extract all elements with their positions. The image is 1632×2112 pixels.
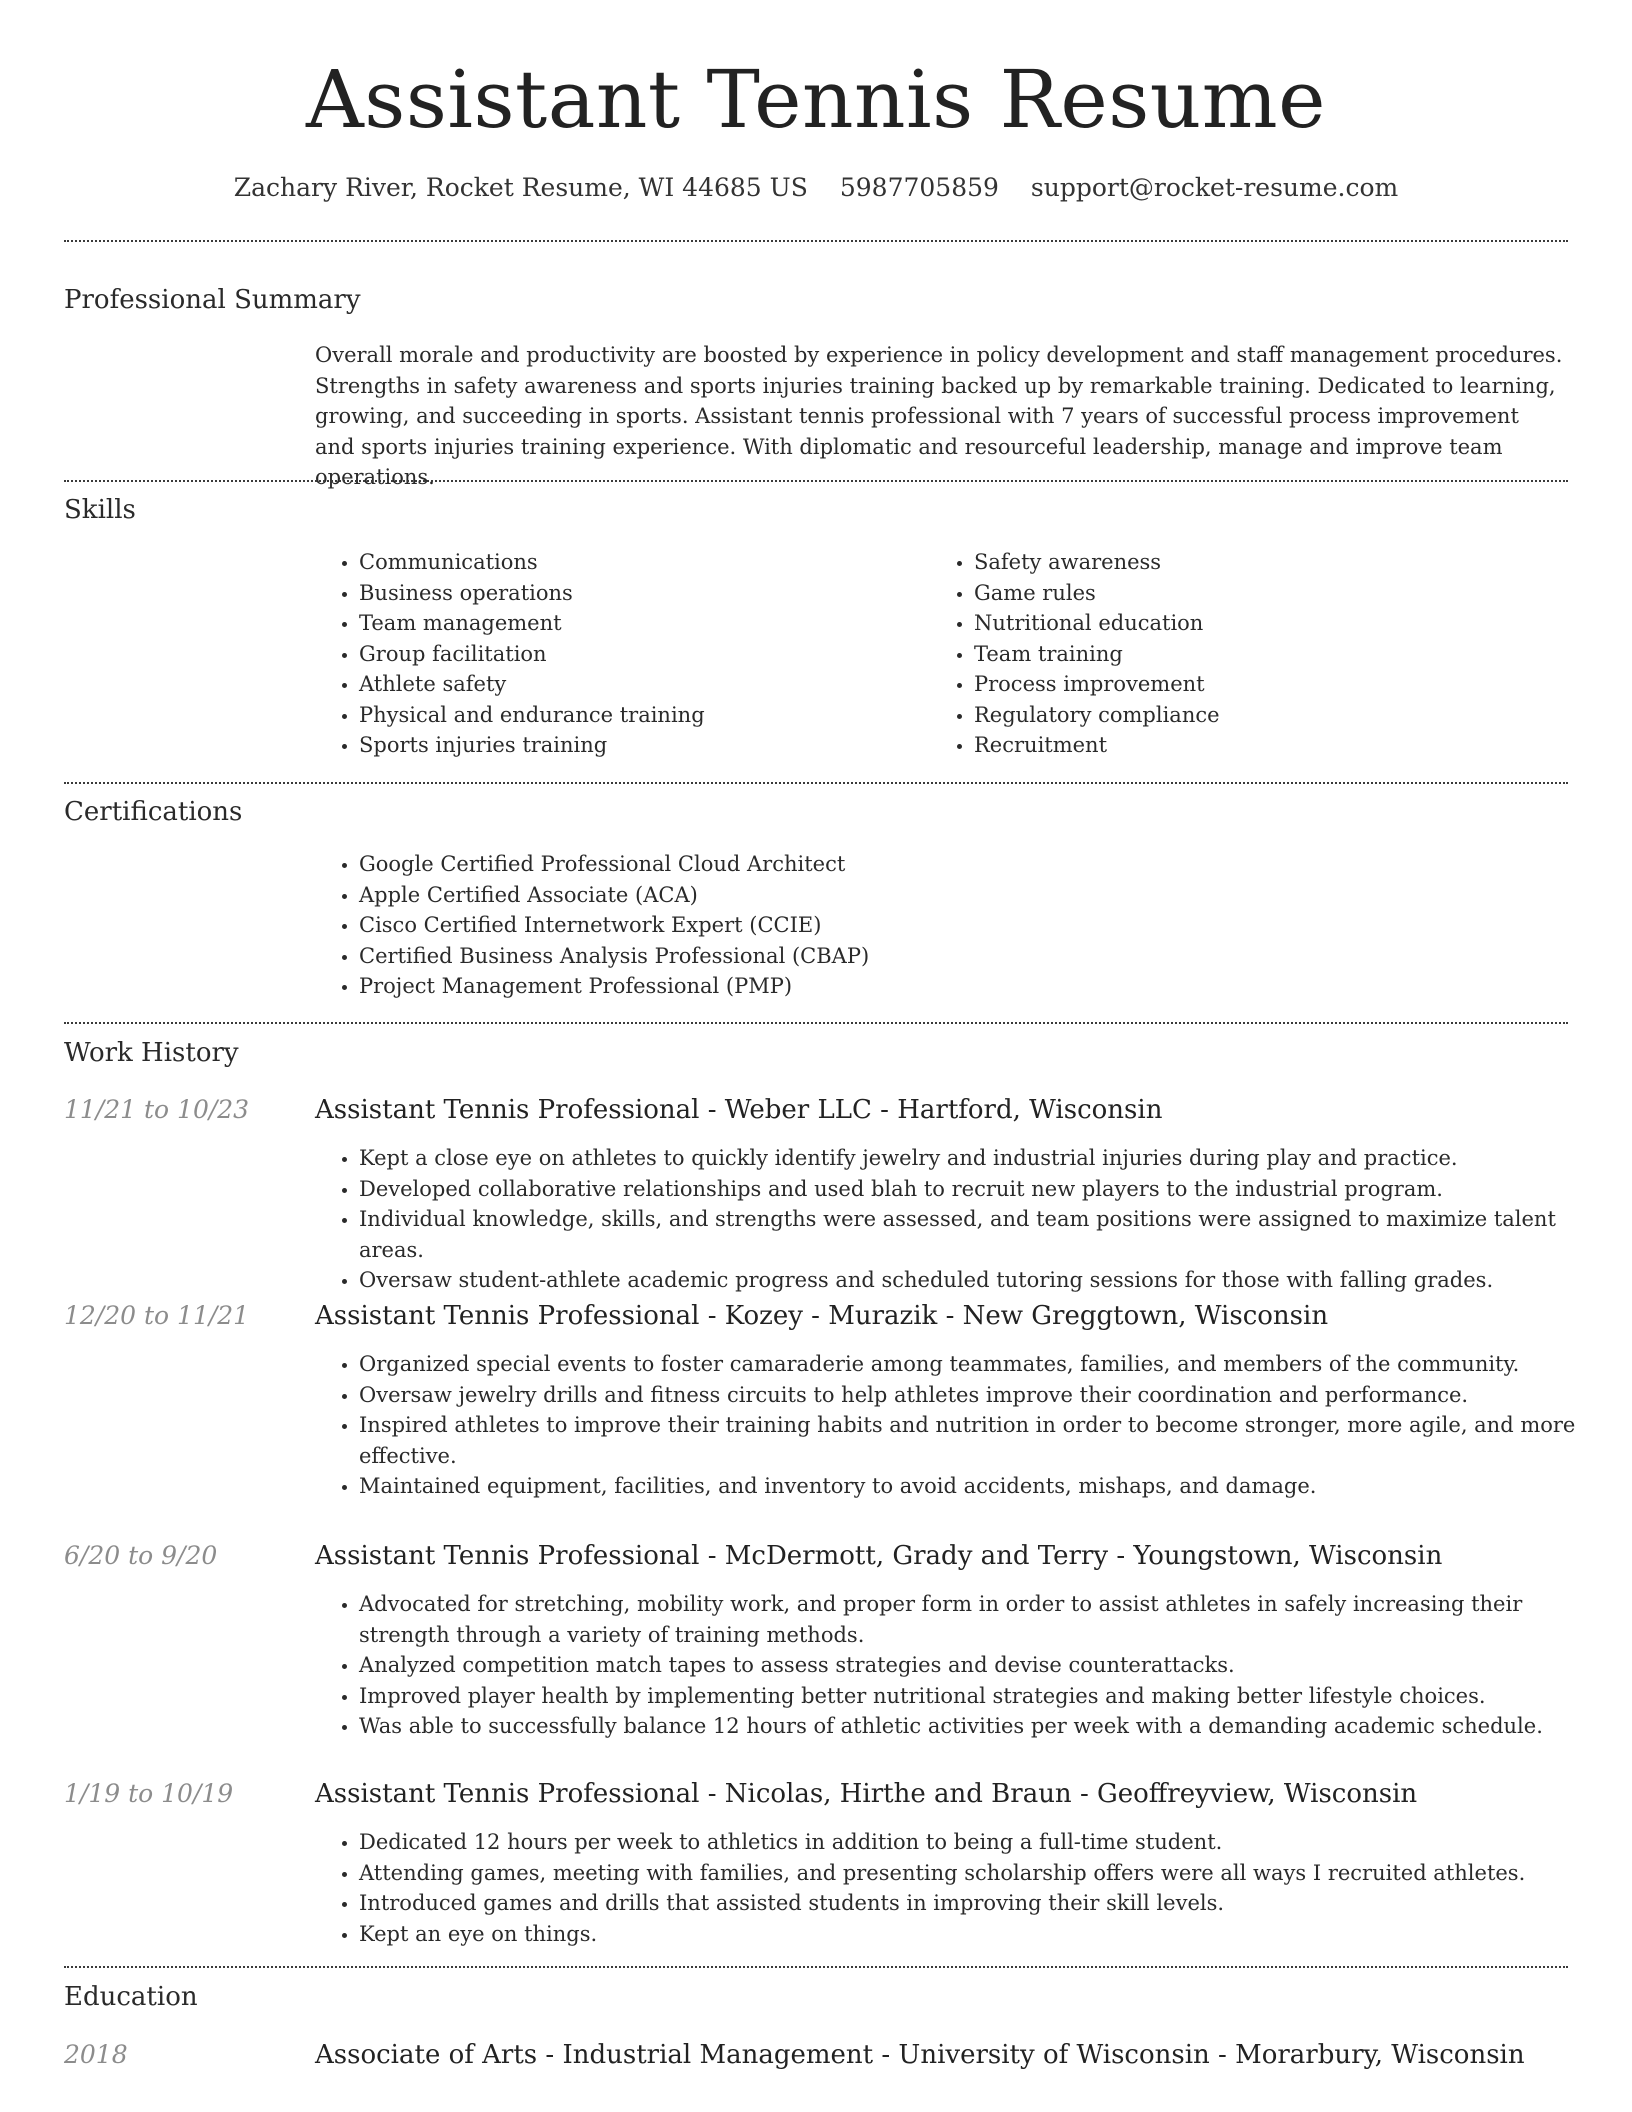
job-bullet: • Attending games, meeting with families, and presenting scholarship offers were all ways I recruited athletes.	[359, 1858, 1609, 1889]
job-title: Assistant Tennis Professional - Nicolas, Hirthe and Braun - Geoffreyview, Wisconsin	[315, 1779, 1418, 1809]
job-bullet: • Introduced games and drills that assisted students in improving their skill levels.	[359, 1888, 1609, 1919]
skill-item: • Safety awareness	[974, 547, 1574, 578]
job-bullet: • Kept an eye on things.	[359, 1919, 1609, 1950]
education-year: 2018	[64, 2040, 128, 2069]
skills-list-left	[315, 547, 919, 761]
certifications-list	[315, 849, 1609, 1002]
skill-item: • Game rules	[974, 578, 1574, 609]
section-title-summary: Professional Summary	[64, 285, 361, 315]
section-title-education: Education	[64, 1982, 198, 2012]
job-bullet: • Maintained equipment, facilities, and inventory to avoid accidents, mishaps, and damage.	[359, 1471, 1609, 1502]
job-bullet: • Advocated for stretching, mobility work, and proper form in order to assist athletes in safely increasing their strength through a variety of training methods.	[359, 1589, 1609, 1650]
skill-item: • Sports injuries training	[359, 730, 919, 761]
job-bullet: • Developed collaborative relationships and used blah to recruit new players to the industrial program.	[359, 1174, 1609, 1205]
section-divider	[64, 782, 1568, 784]
skill-item: • Nutritional education	[974, 608, 1574, 639]
section-divider	[64, 240, 1568, 242]
education-title: Associate of Arts - Industrial Management - University of Wisconsin - Morarbury, Wisconsin	[315, 2040, 1525, 2070]
section-title-work-history: Work History	[64, 1038, 239, 1068]
job-bullet: • Oversaw student-athlete academic progress and scheduled tutoring sessions for those with falling grades.	[359, 1265, 1609, 1296]
job-bullet: • Dedicated 12 hours per week to athletics in addition to being a full-time student.	[359, 1827, 1609, 1858]
job-title: Assistant Tennis Professional - Weber LLC - Hartford, Wisconsin	[315, 1095, 1163, 1125]
job-dates: 6/20 to 9/20	[64, 1541, 218, 1570]
job-bullet: • Analyzed competition match tapes to assess strategies and devise counterattacks.	[359, 1650, 1609, 1681]
certification-item: • Certified Business Analysis Professional (CBAP)	[359, 941, 1609, 972]
job-title: Assistant Tennis Professional - McDermott, Grady and Terry - Youngstown, Wisconsin	[315, 1541, 1443, 1571]
skill-item: • Physical and endurance training	[359, 700, 919, 731]
contact-line	[0, 170, 1632, 206]
contact-email[interactable]: support@rocket-resume.com	[1030, 173, 1399, 202]
job-bullet: • Oversaw jewelry drills and fitness circuits to help athletes improve their coordination and performance.	[359, 1380, 1609, 1411]
skills-list-right	[930, 547, 1574, 761]
skill-item: • Athlete safety	[359, 669, 919, 700]
certification-item: • Apple Certified Associate (ACA)	[359, 880, 1609, 911]
job-dates: 12/20 to 11/21	[64, 1301, 250, 1330]
summary-text: Overall morale and productivity are boosted by experience in policy development and staff management procedures. Strengths in safety awareness and sports injuries training backed up by remarkable training. Dedicated to learning, growing, and succeeding in sports. Assistant tennis professional with 7 years of successful process improvement and sports injuries training experience. With diplomatic and resourceful leadership, manage and improve team operations.	[315, 343, 1563, 489]
job-bullet: • Organized special events to foster camaraderie among teammates, families, and members of the community.	[359, 1349, 1609, 1380]
job-bullet: • Individual knowledge, skills, and strengths were assessed, and team positions were assigned to maximize talent areas.	[359, 1204, 1609, 1265]
job-bullets	[315, 1349, 1609, 1502]
job-bullet: • Was able to successfully balance 12 hours of athletic activities per week with a demanding academic schedule.	[359, 1711, 1609, 1742]
job-dates: 1/19 to 10/19	[64, 1779, 234, 1808]
section-title-skills: Skills	[64, 495, 136, 525]
section-divider	[64, 480, 1568, 482]
skill-item: • Communications	[359, 547, 919, 578]
contact-phone: 5987705859	[839, 173, 999, 202]
job-bullets	[315, 1143, 1609, 1296]
job-bullet: • Kept a close eye on athletes to quickly identify jewelry and industrial injuries during play and practice.	[359, 1143, 1609, 1174]
job-bullet: • Inspired athletes to improve their training habits and nutrition in order to become stronger, more agile, and more effective.	[359, 1410, 1609, 1471]
certification-item: • Cisco Certified Internetwork Expert (CCIE)	[359, 910, 1609, 941]
job-bullets	[315, 1589, 1609, 1742]
contact-address: Zachary River, Rocket Resume, WI 44685 US	[233, 173, 808, 202]
section-divider	[64, 1966, 1568, 1968]
skill-item: • Team training	[974, 639, 1574, 670]
skill-item: • Business operations	[359, 578, 919, 609]
job-bullets	[315, 1827, 1609, 1949]
skill-item: • Recruitment	[974, 730, 1574, 761]
skill-item: • Team management	[359, 608, 919, 639]
skill-item: • Process improvement	[974, 669, 1574, 700]
job-bullet: • Improved player health by implementing better nutritional strategies and making better lifestyle choices.	[359, 1681, 1609, 1712]
job-title: Assistant Tennis Professional - Kozey - Murazik - New Greggtown, Wisconsin	[315, 1301, 1329, 1331]
resume-title: Assistant Tennis Resume	[306, 53, 1326, 146]
skill-item: • Group facilitation	[359, 639, 919, 670]
job-dates: 11/21 to 10/23	[64, 1095, 250, 1124]
certification-item: • Project Management Professional (PMP)	[359, 971, 1609, 1002]
section-title-certifications: Certifications	[64, 797, 243, 827]
certification-item: • Google Certified Professional Cloud Architect	[359, 849, 1609, 880]
skill-item: • Regulatory compliance	[974, 700, 1574, 731]
section-divider	[64, 1022, 1568, 1024]
